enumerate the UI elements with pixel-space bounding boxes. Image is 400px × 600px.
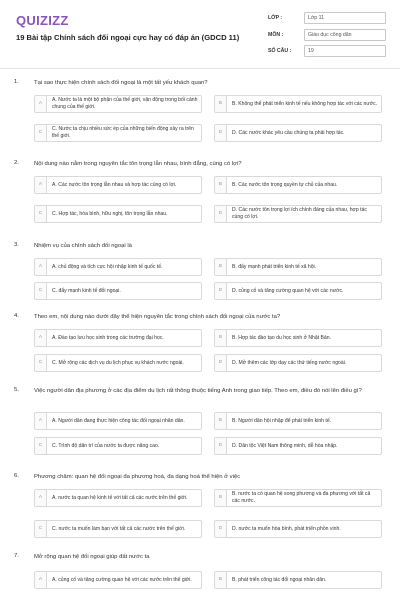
question-number: 3. <box>14 242 19 248</box>
answer-option-a[interactable] <box>34 329 202 347</box>
option-letter: C <box>35 355 47 371</box>
answer-option-c[interactable] <box>34 520 202 538</box>
option-letter: B <box>215 572 227 588</box>
option-letter: A <box>35 413 47 429</box>
option-text: A. Nước ta là một bộ phận của thế giới, vận động trong bối cảnh chung của thế giới. <box>52 97 198 110</box>
question-number: 4. <box>14 313 19 319</box>
option-text: B. Hợp tác đào tạo du học sinh ở Nhật Bản. <box>232 334 331 341</box>
option-letter: A <box>35 259 47 275</box>
option-letter: C <box>35 283 47 299</box>
answer-option-c[interactable] <box>34 124 202 142</box>
option-text: A. chủ động và tích cực hội nhập kinh tế quốc tế. <box>52 263 163 270</box>
question-number: 5. <box>14 387 19 393</box>
meta-row-count <box>268 43 386 60</box>
answer-option-b[interactable] <box>214 329 382 347</box>
meta-value: Giáo dục công dân <box>304 29 386 41</box>
question-text: Mở rộng quan hệ đối ngoại giúp đất nước ta <box>34 554 150 560</box>
option-text: C. Mở rộng các dịch vụ du lịch phục vụ khách nước ngoài. <box>52 359 184 366</box>
option-text: D. Dân tộc Việt Nam thông minh, dễ hòa nhập. <box>232 442 338 449</box>
option-text: B. Người dân hội nhập để phát triển kinh tế. <box>232 417 332 424</box>
meta-label: LỚP : <box>268 15 283 22</box>
answer-option-c[interactable] <box>34 437 202 455</box>
question-text: Nhiệm vụ của chính sách đối ngoại là <box>34 243 132 249</box>
option-letter: D <box>215 438 227 454</box>
option-text: D. nước ta muốn hòa bình, phát triển phồn vinh. <box>232 525 341 532</box>
answer-option-a[interactable] <box>34 489 202 507</box>
question-number: 7. <box>14 553 19 559</box>
option-text: D. Các nước khác yêu cầu chúng ta phải hợp tác. <box>232 129 345 136</box>
option-text: C. Trình độ dân trí của nước ta được nâng cao. <box>52 442 160 449</box>
answer-option-b[interactable] <box>214 571 382 589</box>
answer-option-b[interactable] <box>214 176 382 194</box>
question-number: 1. <box>14 79 19 85</box>
option-text: B. nước ta có quan hệ song phương và đa phương với tất cả các nước. <box>232 491 371 504</box>
option-letter: D <box>215 206 227 222</box>
option-letter: C <box>35 438 47 454</box>
answer-option-d[interactable] <box>214 205 382 223</box>
answer-option-a[interactable] <box>34 412 202 430</box>
option-letter: A <box>35 96 47 112</box>
option-text: B. Không thể phát triển kinh tế nếu không hợp tác với các nước. <box>232 100 378 107</box>
page-header <box>0 0 400 68</box>
option-text: B. phát triển công tác đối ngoại nhân dân. <box>232 576 327 583</box>
option-text: A. Các nước tôn trọng lẫn nhau và hợp tác cùng có lợi. <box>52 181 177 188</box>
option-text: A. nước ta quan hệ kinh tế với tất cả các nước trên thế giới. <box>52 494 188 501</box>
option-letter: D <box>215 355 227 371</box>
meta-row-subject <box>268 27 386 44</box>
question-text: Phương châm: quan hệ đối ngoại đa phương hoá, đa dạng hoá thể hiện ở việc <box>34 474 241 480</box>
answer-option-c[interactable] <box>34 354 202 372</box>
question-text: Theo em, nội dung nào dưới đây thể hiện nguyên tắc trong chính sách đối ngoại của nước ta? <box>34 314 281 320</box>
answer-option-b[interactable] <box>214 489 382 507</box>
answer-option-d[interactable] <box>214 437 382 455</box>
option-letter: B <box>215 413 227 429</box>
option-text: D. Các nước tôn trọng lợi ích chính đáng của nhau, hợp tác cùng có lợi. <box>232 207 367 220</box>
question-text: Nội dung nào nằm trong nguyên tắc tôn trọng lẫn nhau, bình đẳng, cùng có lợi? <box>34 161 242 167</box>
option-text: A. Người dân đang thực hiện công tác đối ngoại nhân dân. <box>52 417 185 424</box>
option-letter: D <box>215 283 227 299</box>
answer-option-a[interactable] <box>34 95 202 113</box>
meta-value: 19 <box>304 45 386 57</box>
answer-option-a[interactable] <box>34 176 202 194</box>
option-letter: D <box>215 125 227 141</box>
option-text: C. nước ta muốn làm bạn với tất cả các nước trên thế giới. <box>52 525 186 532</box>
quizizz-logo: QUIZIZZ <box>16 13 69 28</box>
answer-option-d[interactable] <box>214 124 382 142</box>
option-text: A. Đào tạo lưu học sinh trong các trường đại học. <box>52 334 164 341</box>
question-text: Tại sao thực hiện chính sách đối ngoại là một tất yếu khách quan? <box>34 80 208 86</box>
answer-option-b[interactable] <box>214 412 382 430</box>
answer-option-c[interactable] <box>34 282 202 300</box>
option-letter: D <box>215 521 227 537</box>
meta-value: Lớp 11 <box>304 12 386 24</box>
option-letter: A <box>35 177 47 193</box>
question-text: Việc người dân địa phương ở các địa điểm du lịch rất thông thuộc tiếng Anh trong giao tiếp. Theo em, điều đó nói lên điều gì? <box>34 388 362 394</box>
header-divider <box>0 68 400 69</box>
meta-row-class <box>268 10 386 27</box>
answer-option-d[interactable] <box>214 520 382 538</box>
answer-option-d[interactable] <box>214 354 382 372</box>
meta-info <box>268 10 386 60</box>
option-letter: A <box>35 572 47 588</box>
option-text: D. Mở thêm các lớp dạy các thứ tiếng nước ngoài. <box>232 359 347 366</box>
option-letter: B <box>215 259 227 275</box>
option-text: D. củng cố và tăng cường quan hệ với các nước. <box>232 287 344 294</box>
document-title: 19 Bài tập Chính sách đối ngoại cực hay có đáp án (GDCD 11) <box>16 33 240 42</box>
option-text: C. Nước ta chịu nhiều sức ép của những biến động xảy ra trên thế giới. <box>52 126 194 139</box>
option-text: A. củng cố và tăng cường quan hệ với các nước trên thế giới. <box>52 576 192 583</box>
option-letter: C <box>35 206 47 222</box>
option-letter: C <box>35 125 47 141</box>
meta-label: MÔN : <box>268 31 284 38</box>
answer-option-b[interactable] <box>214 258 382 276</box>
meta-label: SỐ CÂU : <box>268 48 292 55</box>
option-text: C. Hợp tác, hòa bình, hữu nghị, tôn trọng lẫn nhau. <box>52 210 168 217</box>
option-letter: B <box>215 96 227 112</box>
question-number: 2. <box>14 160 19 166</box>
option-text: C. đẩy mạnh kinh tế đối ngoại. <box>52 287 121 294</box>
option-letter: B <box>215 177 227 193</box>
option-letter: B <box>215 330 227 346</box>
answer-option-c[interactable] <box>34 205 202 223</box>
option-text: B. Các nước tôn trọng quyền tự chủ của nhau. <box>232 181 338 188</box>
question-number: 6. <box>14 473 19 479</box>
option-letter: A <box>35 490 47 506</box>
option-letter: C <box>35 521 47 537</box>
answer-option-b[interactable] <box>214 95 382 113</box>
answer-option-d[interactable] <box>214 282 382 300</box>
answer-option-a[interactable] <box>34 258 202 276</box>
option-letter: A <box>35 330 47 346</box>
answer-option-a[interactable] <box>34 571 202 589</box>
option-letter: B <box>215 490 227 506</box>
option-text: B. đẩy mạnh phát triển kinh tế xã hội. <box>232 263 317 270</box>
